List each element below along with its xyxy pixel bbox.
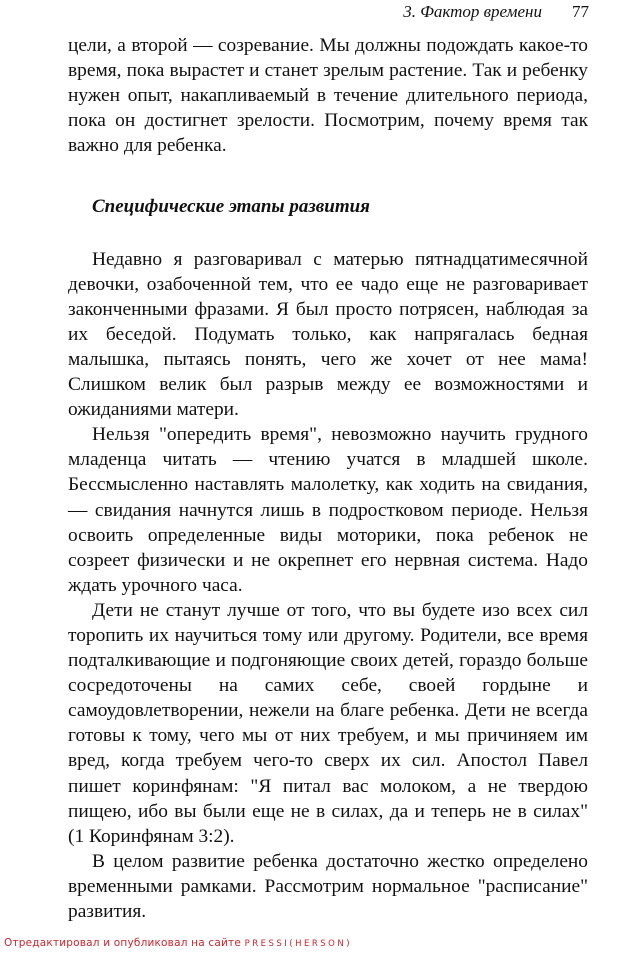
running-header xyxy=(403,2,589,22)
paragraph-continuation: цели, а второй — созревание. Мы должны подождать какое-то время, пока вырастет и станет зрелым растение. Так и ребенку нужен опыт, накапливаемый в течение длительного периода, пока он достигнет зрелости. Посмотрим, почему время так важно для ребенка. xyxy=(68,35,588,157)
page-body xyxy=(68,33,588,924)
publisher-footer xyxy=(4,937,352,949)
footer-text: Отредактировал и опубликовал на сайте xyxy=(4,937,242,949)
paragraph: Нельзя "опередить время", невозможно научить грудного младенца читать — чтению учатся в младшей школе. Бессмысленно наставлять малолетку, как ходить на свидания, — свидания начнутся лишь в подростковом периоде. Нельзя освоить определенные виды моторики, пока ребенок не созреет физически и не окрепнет его нервная система. Надо ждать урочного часа. xyxy=(68,424,588,596)
page-number: 77 xyxy=(572,2,589,21)
paragraph: Дети не станут лучше от того, что вы будете изо всех сил торопить их научиться тому или другому. Родители, все время подталкивающие и подгоняющие своих детей, гораздо больше сосредоточены на самих себе, своей гордыне и самоудовлетворении, нежели на благе ребенка. Дети не всегда готовы к тому, чего мы от них требуем, и мы причиняем им вред, когда требуем чего-то сверх их сил. Апостол Павел пишет коринфянам: "Я питал вас молоком, а не твердою пищею, ибо вы были еще не в силах, да и теперь не в силах" (1 Коринфянам 3:2). xyxy=(68,599,588,847)
paragraph: В целом развитие ребенка достаточно жестко определено временными рамками. Рассмотрим нормальное "расписание" развития. xyxy=(68,850,588,922)
section-heading: Специфические этапы развития xyxy=(92,196,370,218)
footer-site-link[interactable]: PRESSI(HERSON) xyxy=(244,939,353,949)
paragraph: Недавно я разговаривал с матерью пятнадцатимесячной девочки, озабоченной тем, что ее чадо еще не разговаривает законченными фразами. Я был просто потрясен, наблюдая за их беседой. Подумать только, как напрягалась бедная малышка, пытаясь понять, чего же хочет от нее мама! Слишком велик был разрыв между ее возможностями и ожиданиями матери. xyxy=(68,248,588,421)
chapter-title: 3. Фактор времени xyxy=(403,2,542,21)
